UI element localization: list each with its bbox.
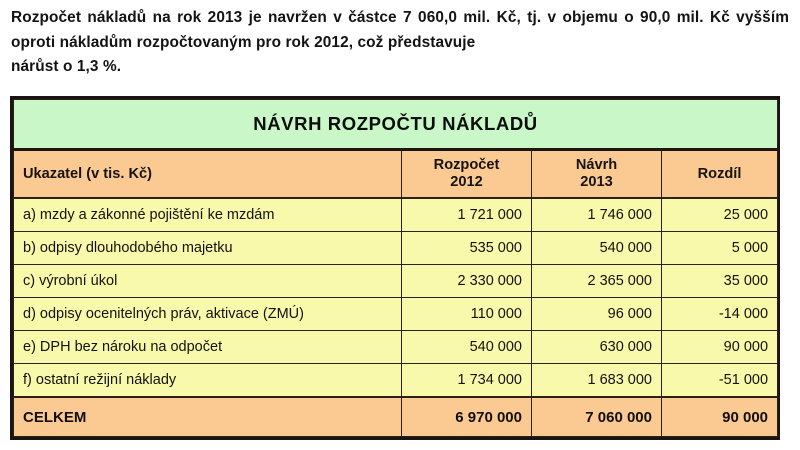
table-row xyxy=(14,265,778,298)
row-difference: 35 000 xyxy=(662,265,778,298)
row-difference: -14 000 xyxy=(662,298,778,331)
table-header-row xyxy=(14,150,778,199)
column-header-proposal-2013-year: 2013 xyxy=(580,174,613,190)
row-difference: 5 000 xyxy=(662,232,778,265)
row-proposal-2013: 96 000 xyxy=(532,298,662,331)
row-budget-2012: 1 721 000 xyxy=(402,198,532,232)
intro-paragraph xyxy=(11,6,789,80)
column-header-budget-2012 xyxy=(402,150,532,199)
column-header-difference: Rozdíl xyxy=(662,150,778,199)
row-budget-2012: 535 000 xyxy=(402,232,532,265)
row-label: d) odpisy ocenitelných práv, aktivace (ZMÚ) xyxy=(14,298,402,331)
table-row xyxy=(14,364,778,398)
column-header-budget-2012-year: 2012 xyxy=(450,174,483,190)
row-proposal-2013: 2 365 000 xyxy=(532,265,662,298)
row-budget-2012: 2 330 000 xyxy=(402,265,532,298)
intro-line-2: o 90,0 mil. Kč vyšším oproti nákladům rozpočtovaným pro rok 2012, což představuje xyxy=(11,9,789,51)
row-difference: 90 000 xyxy=(662,331,778,364)
column-header-proposal-2013-name: Návrh xyxy=(575,157,618,173)
column-header-budget-2012-name: Rozpočet xyxy=(433,157,500,173)
column-header-label: Ukazatel (v tis. Kč) xyxy=(14,150,402,199)
row-budget-2012: 1 734 000 xyxy=(402,364,532,398)
budget-table-container xyxy=(10,96,780,440)
table-row xyxy=(14,331,778,364)
budget-table xyxy=(13,99,778,437)
row-budget-2012: 540 000 xyxy=(402,331,532,364)
row-proposal-2013: 1 746 000 xyxy=(532,198,662,232)
row-label: a) mzdy a zákonné pojištění ke mzdám xyxy=(14,198,402,232)
table-title: NÁVRH ROZPOČTU NÁKLADŮ xyxy=(14,100,778,150)
table-row xyxy=(14,198,778,232)
intro-line-3: nárůst o 1,3 %. xyxy=(11,58,122,75)
row-proposal-2013: 540 000 xyxy=(532,232,662,265)
table-title-row xyxy=(14,100,778,150)
total-budget-2012: 6 970 000 xyxy=(402,397,532,437)
row-label: e) DPH bez nároku na odpočet xyxy=(14,331,402,364)
row-label: b) odpisy dlouhodobého majetku xyxy=(14,232,402,265)
table-row xyxy=(14,298,778,331)
row-label: f) ostatní režijní náklady xyxy=(14,364,402,398)
row-label: c) výrobní úkol xyxy=(14,265,402,298)
table-total-row xyxy=(14,397,778,437)
total-difference: 90 000 xyxy=(662,397,778,437)
total-proposal-2013: 7 060 000 xyxy=(532,397,662,437)
row-difference: -51 000 xyxy=(662,364,778,398)
row-proposal-2013: 1 683 000 xyxy=(532,364,662,398)
column-header-proposal-2013 xyxy=(532,150,662,199)
row-proposal-2013: 630 000 xyxy=(532,331,662,364)
total-label: CELKEM xyxy=(14,397,402,437)
table-row xyxy=(14,232,778,265)
row-difference: 25 000 xyxy=(662,198,778,232)
intro-line-1: Rozpočet nákladů na rok 2013 je navržen v částce 7 060,0 mil. Kč, tj. v objemu xyxy=(11,9,618,26)
row-budget-2012: 110 000 xyxy=(402,298,532,331)
